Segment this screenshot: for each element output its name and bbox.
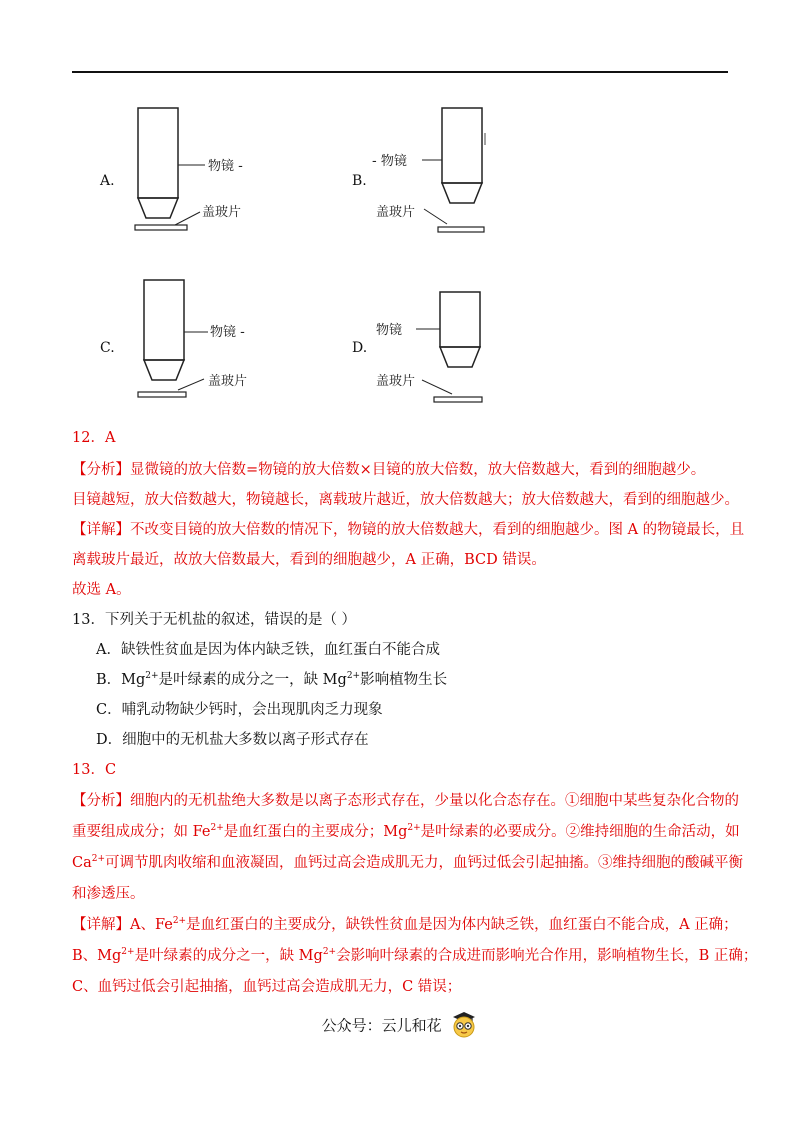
text-segment: 是血红蛋白的主要成分；Mg bbox=[223, 824, 408, 840]
text-segment: 是血红蛋白的主要成分，缺铁性贫血是因为体内缺乏铁，血红蛋白不能合成，A 正确； bbox=[186, 917, 738, 933]
q13-analysis-1: 【分析】细胞内的无机盐绝大多数是以离子态形式存在，少量以化合态存在。①细胞中某些复杂化合物的 bbox=[72, 793, 739, 809]
q13-option-a: A．缺铁性贫血是因为体内缺乏铁，血红蛋白不能合成 bbox=[96, 642, 440, 658]
q13-option-c: C．哺乳动物缺少钙时，会出现肌肉乏力现象 bbox=[96, 702, 383, 718]
q13-detail-2 bbox=[72, 946, 757, 966]
superscript: 2+ bbox=[407, 823, 421, 834]
diagram-b bbox=[372, 105, 532, 240]
superscript: 2+ bbox=[121, 947, 135, 958]
superscript: 2+ bbox=[346, 671, 361, 682]
text-segment: 是叶绿素的必要成分。②维持细胞的生命活动，如 bbox=[420, 824, 740, 840]
q13-answer: 13．C bbox=[72, 762, 117, 778]
q12-analysis-1: 【分析】显微镜的放大倍数=物镜的放大倍数×目镜的放大倍数，放大倍数越大，看到的细胞越少。 bbox=[72, 462, 706, 478]
q13-analysis-2 bbox=[72, 822, 740, 842]
option-d-label: D. bbox=[352, 340, 368, 356]
q12-conclusion: 故选 A。 bbox=[72, 582, 131, 598]
text-segment: Ca bbox=[72, 855, 92, 871]
text-segment: B、Mg bbox=[72, 948, 122, 964]
footer-text: 公众号：云儿和花 bbox=[321, 1016, 442, 1035]
q13-option-b-pre: B．Mg bbox=[96, 672, 146, 688]
slide-label-c: 盖玻片 bbox=[208, 374, 248, 389]
q13-detail-1 bbox=[72, 915, 738, 935]
text-segment: 是叶绿素的成分之一，缺 Mg bbox=[134, 948, 323, 964]
header-rule bbox=[72, 71, 728, 73]
text-segment: 重要组成成分；如 Fe bbox=[72, 824, 211, 840]
text-segment: 【详解】A、Fe bbox=[72, 917, 173, 933]
q13-option-d: D．细胞中的无机盐大多数以离子形式存在 bbox=[96, 732, 369, 748]
option-b-label: B. bbox=[352, 173, 367, 189]
diagram-d bbox=[372, 277, 532, 412]
objective-label-b: - 物镜 bbox=[372, 154, 407, 169]
superscript: 2+ bbox=[210, 823, 224, 834]
footer bbox=[0, 1010, 800, 1042]
option-a-label: A. bbox=[100, 173, 115, 189]
q13-option-b bbox=[96, 670, 447, 690]
q13-detail-3: C、血钙过低会引起抽搐，血钙过高会造成肌无力，C 错误； bbox=[72, 979, 462, 995]
objective-label-d: 物镜 bbox=[376, 323, 403, 338]
slide-label-a: 盖玻片 bbox=[202, 205, 242, 220]
text-segment: 可调节肌肉收缩和血液凝固，血钙过高会造成肌无力，血钙过低会引起抽搐。③维持细胞的酸碱平衡 bbox=[105, 855, 744, 871]
q13-analysis-4: 和渗透压。 bbox=[72, 886, 145, 902]
superscript: 2+ bbox=[91, 854, 106, 865]
q12-detail-2: 离载玻片最近，故放大倍数最大，看到的细胞越少，A 正确，BCD 错误。 bbox=[72, 552, 546, 568]
q12-answer: 12．A bbox=[72, 430, 116, 446]
q13-option-b-mid: 是叶绿素的成分之一，缺 Mg bbox=[158, 672, 347, 688]
q12-analysis-2: 目镜越短，放大倍数越大，物镜越长，离载玻片越近，放大倍数越大；放大倍数越大，看到的细胞越少。 bbox=[72, 492, 739, 508]
q12-detail-1: 【详解】不改变目镜的放大倍数的情况下，物镜的放大倍数越大，看到的细胞越少。图 A 的物镜最长，且 bbox=[72, 522, 745, 538]
text-segment: 会影响叶绿素的合成进而影响光合作用，影响植物生长，B 正确； bbox=[336, 948, 758, 964]
diagram-c bbox=[130, 277, 290, 412]
diagram-a bbox=[130, 105, 290, 240]
objective-label-c: 物镜 - bbox=[210, 325, 245, 340]
slide-label-b: 盖玻片 bbox=[376, 205, 416, 220]
q13-analysis-3 bbox=[72, 853, 743, 873]
option-c-label: C. bbox=[100, 340, 115, 356]
q13-option-b-post: 影响植物生长 bbox=[360, 672, 448, 688]
slide-label-d: 盖玻片 bbox=[376, 374, 416, 389]
superscript: 2+ bbox=[172, 916, 187, 927]
objective-label-a: 物镜 - bbox=[208, 159, 243, 174]
owl-graduate-icon bbox=[450, 1010, 478, 1042]
superscript: 2+ bbox=[145, 671, 159, 682]
superscript: 2+ bbox=[322, 947, 337, 958]
q13-stem: 13．下列关于无机盐的叙述，错误的是（ ） bbox=[72, 612, 357, 628]
